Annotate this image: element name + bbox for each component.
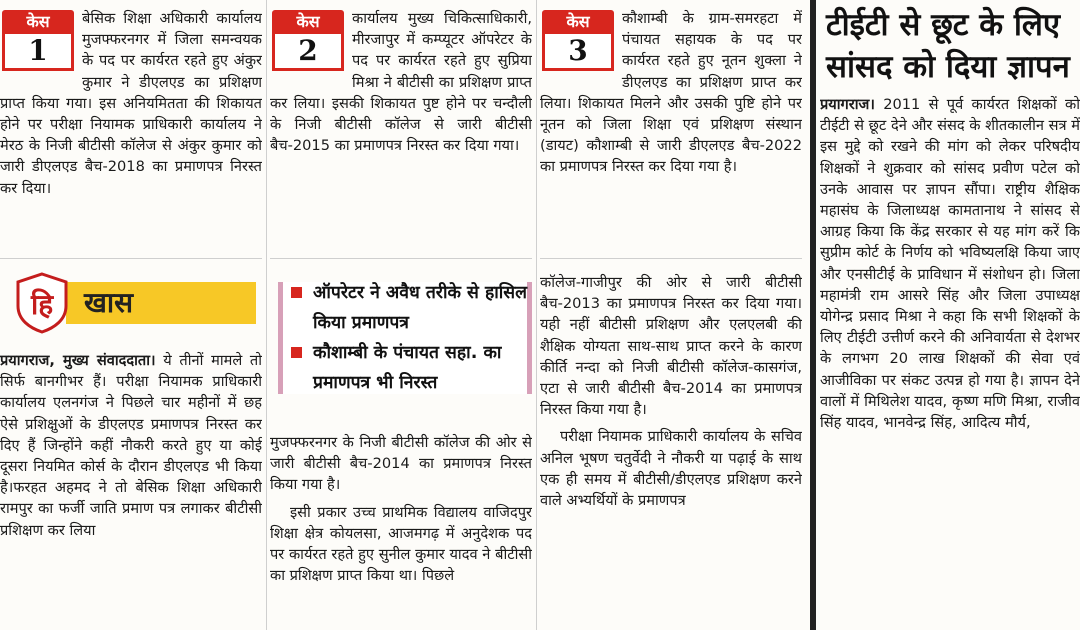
case-3-text: कौशाम्बी के ग्राम-समरहटा में पंचायत सहायक के पद पर कार्यरत रहते हुए नूतन शुक्ला ने डीएलएड का प्रशिक्षण प्राप्त कर लिया। शिकायत मिलने और उसकी पुष्टि होने पर नूतन को जिला शिक्षा एवं प्रशिक्षण संस्थान (डायट) कौशाम्बी से जारी डीएलएड बैच-2022 का प्रमाणपत्र निरस्त कर दिया गया है। — [540, 10, 802, 176]
highlight-text: कौशाम्बी के पंचायत सहा. का प्रमाणपत्र भी निरस्त — [313, 343, 502, 393]
highlight-item — [283, 338, 527, 398]
bullet-icon — [291, 287, 302, 298]
column-rule — [536, 0, 537, 630]
case-number: 2 — [272, 34, 344, 71]
case-label: केस — [2, 10, 74, 34]
case-number: 3 — [542, 34, 614, 71]
column-4 — [820, 0, 1080, 630]
article-body: इसी प्रकार उच्च प्राथमिक विद्यालय वाजिदपुर शिक्षा क्षेत्र कोयलसा, आजमगढ़ में अनुदेशक पद पर कार्यरत रहते हुए सुनील कुमार यादव ने बीटीसी का प्रशिक्षण प्राप्त किया था। पिछले — [270, 503, 532, 585]
highlight-item — [283, 278, 527, 338]
case-1-text: बेसिक शिक्षा अधिकारी कार्यालय मुजफ्फरनगर में जिला समन्वयक के पद पर कार्यरत रहते हुए अंकुर कुमार ने डीएलएड का प्रशिक्षण प्राप्त किया गया। इस अनियमितता की शिकायत होने पर परीक्षा नियामक प्राधिकारी कार्यालय ने मेरठ के निजी बीटीसी कॉलेज से अंकुर कुमार को जारी डीएलएड बैच-2018 का प्रमाणपत्र निरस्त कर दिया। — [0, 10, 262, 197]
highlight-text: ऑपरेटर ने अवैध तरीके से हासिल किया प्रमाणपत्र — [313, 283, 528, 333]
case-label: केस — [272, 10, 344, 34]
column-3-body — [540, 272, 802, 630]
case-number: 1 — [2, 34, 74, 71]
divider — [0, 258, 262, 259]
divider — [540, 258, 802, 259]
column-rule — [266, 0, 267, 630]
case-label: केस — [542, 10, 614, 34]
headline: टीईटी से छूट के लिए सांसद को दिया ज्ञापन — [826, 7, 1070, 85]
dateline: प्रयागराज, मुख्य संवाददाता। — [0, 352, 156, 369]
case-3-badge — [542, 10, 614, 72]
article-body: मुजफ्फरनगर के निजी बीटीसी कॉलेज की ओर से जारी बीटीसी बैच-2014 का प्रमाणपत्र निरस्त किया गया है। — [270, 434, 532, 494]
khas-label: खास — [84, 286, 134, 319]
case-2-text: कार्यालय मुख्य चिकित्साधिकारी, मीरजापुर में कम्प्यूटर ऑपरेटर के पद पर कार्यरत रहते हुए सुप्रिया मिश्रा ने बीटीसी का प्रशिक्षण प्राप्त कर लिया। इसकी शिकायत पुष्ट होने पर चन्दौली के निजी बीटीसी कॉलेज से जारी बीटीसी बैच-2015 का प्रमाणपत्र निरस्त कर दिया गया। — [270, 10, 532, 155]
article-body: ये तीनों मामले तो सिर्फ बानगीभर हैं। परीक्षा नियामक प्राधिकारी कार्यालय एलनगंज ने पिछले चार महीनों में छह ऐसे प्रशिक्षुओं के डीएलएड प्रमाणपत्र निरस्त कर दिए हैं जिन्होंने कहीं नौकरी करते हुए या कोई दूसरा नियमित कोर्स के दौरान डीएलएड भी किया है।फरहत अहमद ने तो बेसिक शिक्षा अधिकारी रामपुर का फर्जी जाति प्रमाण पत्र लगाकर बीटीसी प्रशिक्षण कर लिया — [0, 352, 262, 539]
case-1-badge — [2, 10, 74, 72]
article-body: परीक्षा नियामक प्राधिकारी कार्यालय के सचिव अनिल भूषण चतुर्वेदी ने नौकरी या पढ़ाई के साथ एक ही समय में बीटीसी/डीएलएड प्रशिक्षण करने वाले अभ्यर्थियों के प्रमाणपत्र — [540, 428, 802, 510]
column-2-body — [270, 432, 532, 630]
article-body: 2011 से पूर्व कार्यरत शिक्षकों को टीईटी से छूट देने और संसद के शीतकालीन सत्र में इस मुद्दे को रखने की मांग को लेकर परिषदीय शिक्षकों ने शुक्रवार को सांसद प्रवीण पटेल को उनके आवास पर ज्ञापन सौंपा। राष्ट्रीय शैक्षिक महासंघ के जिलाध्यक्ष कामतानाथ ने सांसद से आग्रह किया कि केंद्र सरकार से यह मांग करें कि सुप्रीम कोर्ट के निर्णय को भविष्यलक्षि किया जाए और एनसीटीई के प्राविधान में संशोधन हो। जिला महामंत्री राम आसरे सिंह और जिला उपाध्यक्ष योगेन्द्र प्रसाद मिश्रा ने कहा कि सभी शिक्षकों के लिए टीईटी उत्तीर्ण करने की अनिवार्यता से देशभर के लगभग 20 लाख शिक्षकों की सेवा एवं आजीविका पर संकट उत्पन्न हो गया है। ज्ञापन देने वालों में मिथिलेश यादव, कृष्ण मणि मिश्रा, राजीव सिंह यादव, भानवेन्द्र सिंह, आदित्य मौर्य, — [820, 96, 1080, 432]
highlight-box — [278, 282, 532, 394]
khas-logo-letter: हि — [30, 288, 54, 321]
bullet-icon — [291, 347, 302, 358]
section-rule — [810, 0, 816, 630]
column-1-body — [0, 350, 262, 630]
article-body: कॉलेज-गाजीपुर की ओर से जारी बीटीसी बैच-2013 का प्रमाणपत्र निरस्त कर दिया गया।यही नहीं बीटीसी प्रशिक्षण और एलएलबी की शैक्षिक योग्यता साथ-साथ प्राप्त करने के कारण कीर्ति नन्दा को निजी बीटीसी कॉलेज-कासगंज, एटा से जारी बीटीसी बैच-2014 का प्रमाणपत्र निरस्त किया गया है। — [540, 274, 802, 419]
hindustan-shield-icon — [14, 272, 70, 334]
khas-banner — [6, 272, 254, 334]
dateline: प्रयागराज। — [820, 96, 875, 113]
